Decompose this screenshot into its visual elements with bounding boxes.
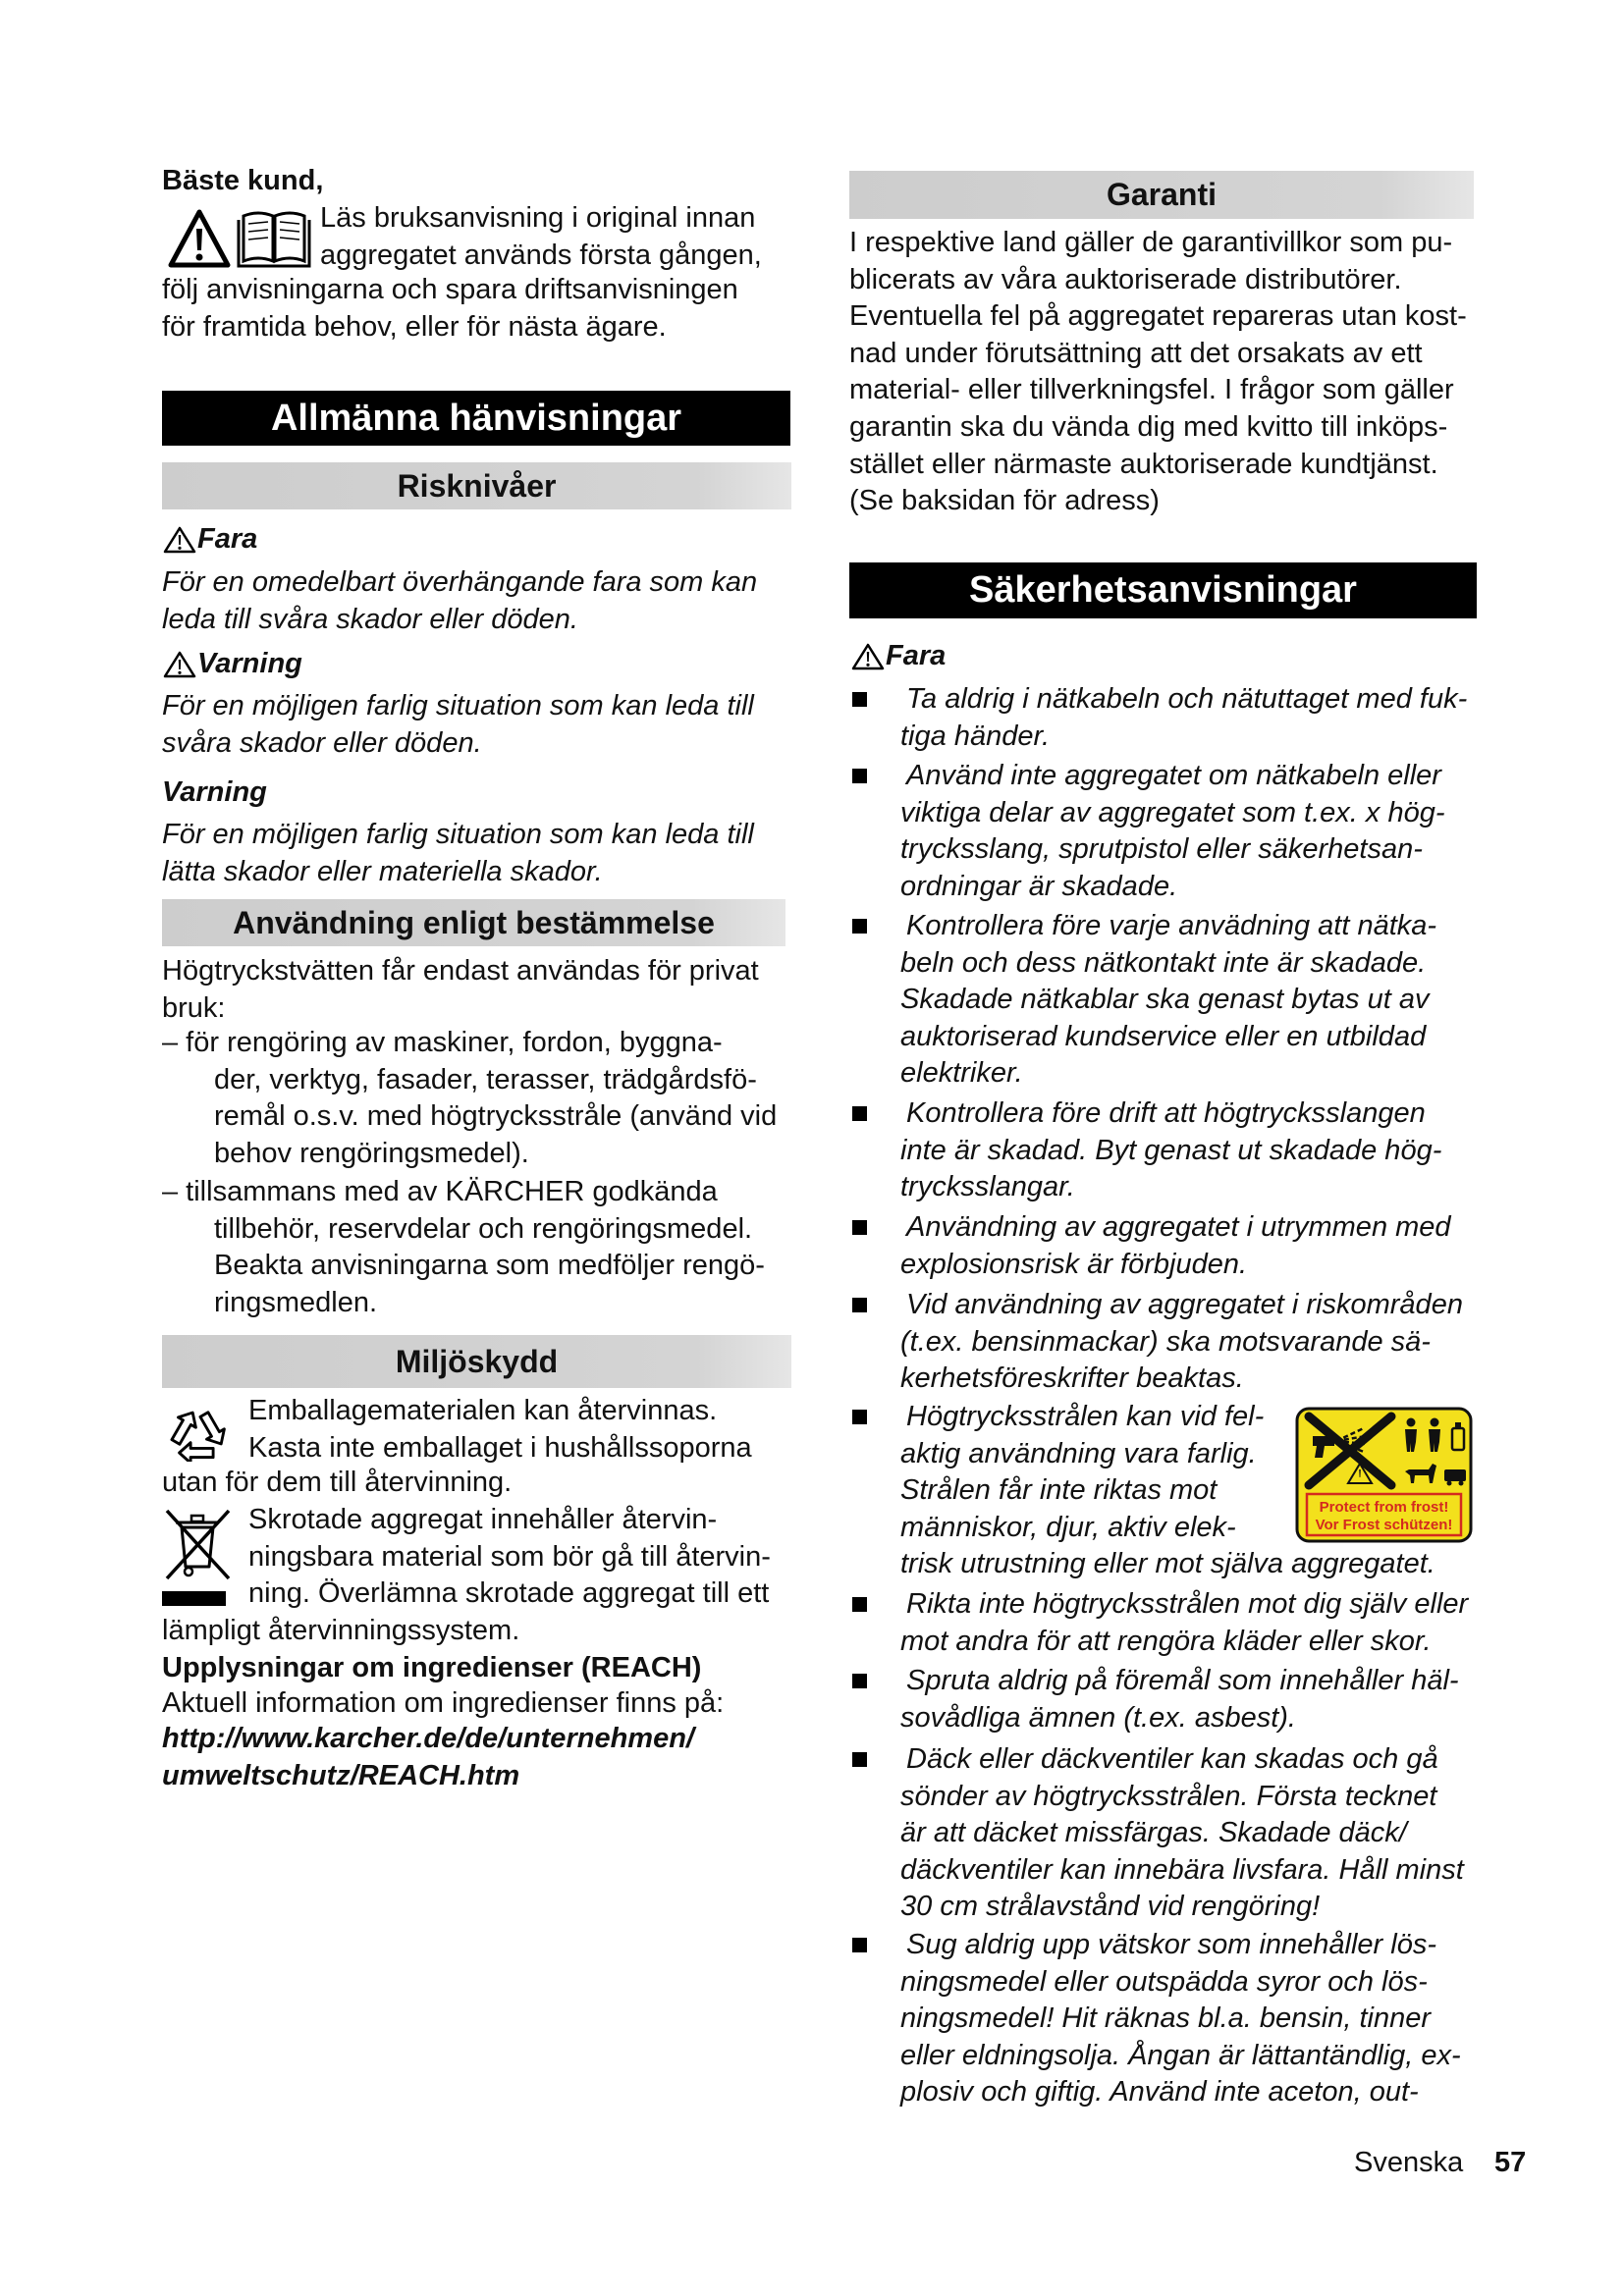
label-text-de: Vor Frost schützen!: [1315, 1517, 1453, 1533]
manual-book-icon: [237, 206, 311, 269]
bullet-square: [852, 769, 867, 783]
safety-item: [852, 908, 1477, 1093]
subheading-warranty: Garanti: [849, 171, 1474, 219]
safety-item-text: Högtrycksstrålen kan vid fel- aktig användning vara farlig. Strålen får inte riktas mot människor, djur, aktiv elek- trisk utrustning eller mot själva aggregatet.: [900, 1401, 1435, 1580]
safety-label-icon: [1295, 1407, 1473, 1543]
bullet-square: [852, 1220, 867, 1235]
intended-use-item: – tillsammans med av KÄRCHER godkända tillbehör, reservdelar och rengöringsmedel. Beakta anvisningarna som medföljer rengö- ringsmedlen.: [162, 1176, 765, 1318]
risk-level-caution-label: [162, 774, 267, 812]
reach-title: Upplysningar om ingredienser (REACH): [162, 1652, 702, 1683]
greeting: Bäste kund,: [162, 165, 324, 196]
section-heading-safety: Säkerhetsanvisningar: [849, 562, 1477, 618]
risk-level-warning-name: Varning: [197, 648, 302, 680]
safety-item-text: Ta aldrig i nätkabeln och nätuttaget med fuk- tiga händer.: [900, 683, 1468, 752]
page-number: 57: [1494, 2147, 1527, 2178]
safety-danger-name: Fara: [886, 640, 947, 672]
reach-text: Aktuell information om ingredienser finns på:: [162, 1687, 725, 1719]
crossed-bin-icon: [162, 1506, 234, 1582]
safety-item: [852, 1287, 1477, 1398]
safety-item: [852, 681, 1477, 755]
disposal-text-beside-icon: Skrotade aggregat innehåller återvin- ningsbara material som bör gå till återvin- ning. Överlämna skrotade aggregat till ett: [248, 1504, 771, 1610]
bullet-square: [852, 1410, 867, 1424]
risk-level-caution-text: För en möjligen farlig situation som kan leda till lätta skador eller materiella skador.: [162, 819, 754, 887]
risk-level-danger-label: [162, 521, 257, 559]
warning-icon: [167, 208, 232, 269]
warranty-text: I respektive land gäller de garantivillkor som pu- blicerats av våra auktoriserade distributörer. Eventuella fel på aggregatet repareras utan kost- nad under förutsättning att det orsakats av ett material- eller tillverkningsfel. I frågor som gäller garantin ska du vända dig med kvitto till inköps- stället eller närmaste auktoriserade kundtjänst. (Se baksidan för adress): [849, 227, 1467, 517]
label-text-en: Protect from frost!: [1319, 1499, 1449, 1516]
warning-icon: [850, 642, 886, 671]
packaging-text: utan för dem till återvinning.: [162, 1467, 513, 1498]
safety-item: [852, 1741, 1477, 1926]
bullet-square: [852, 919, 867, 934]
bullet-square: [852, 1298, 867, 1312]
warning-icon: [162, 525, 197, 555]
safety-item: [852, 758, 1477, 905]
safety-danger-label: [850, 638, 946, 675]
risk-level-warning-text: För en möjligen farlig situation som kan leda till svåra skador eller döden.: [162, 690, 754, 759]
safety-item-text: Däck eller däckventiler kan skadas och gå sönder av högtrycksstrålen. Första tecknet är att däcket missfärgas. Skadade däck/ däckventiler kan innebära livsfara. Håll minst 30 cm strålavstånd vid rengöring!: [900, 1743, 1464, 1923]
safety-item-text: Vid användning av aggregatet i riskområden (t.ex. bensinmackar) ska motsvarande sä- kerhetsföreskrifter beaktas.: [900, 1289, 1463, 1395]
safety-item: [852, 1095, 1477, 1206]
reach-link[interactable]: http://www.karcher.de/de/unternehmen/ umweltschutz/REACH.htm: [162, 1723, 694, 1791]
safety-item-text: Kontrollera före varje anvädning att nätka- beln och dess nätkontakt inte är skadade. Skadade nätkablar ska genast bytas ut av auktoriserad kundservice eller en utbildad elektriker.: [900, 910, 1437, 1090]
recycle-icon: [162, 1395, 234, 1462]
safety-item: [852, 1663, 1477, 1736]
safety-item-text: Spruta aldrig på föremål som innehåller häl- sovådliga ämnen (t.ex. asbest).: [900, 1665, 1459, 1734]
safety-item: [852, 1927, 1477, 2111]
subheading-risk-levels: Risknivåer: [162, 462, 791, 509]
safety-item-text: Använd inte aggregatet om nätkabeln eller viktiga delar av aggregatet som t.ex. x hög- trycksslang, sprutpistol eller säkerhetsan- ordningar är skadade.: [900, 760, 1445, 902]
safety-item: [852, 1586, 1477, 1660]
packaging-text-beside-icon: Emballagematerialen kan återvinnas. Kasta inte emballaget i hushållssoporna: [248, 1395, 752, 1464]
intro-text-beside-icons: Läs bruksanvisning i original innan aggregatet används första gången,: [320, 202, 762, 271]
bullet-square: [852, 1674, 867, 1688]
safety-item-text: Kontrollera före drift att högtrycksslangen inte är skadad. Byt genast ut skadade hög- trycksslangar.: [900, 1097, 1442, 1203]
safety-item: [852, 1209, 1477, 1283]
bin-underline-bar: [162, 1591, 226, 1606]
subheading-intended-use: Användning enligt bestämmelse: [162, 899, 785, 946]
disposal-text: lämpligt återvinningssystem.: [162, 1615, 520, 1646]
intended-use-item: – för rengöring av maskiner, fordon, byggna- der, verktyg, fasader, terasser, trädgårdsfö- remål o.s.v. med högtrycksstråle (använd vid behov rengöringsmedel).: [162, 1027, 778, 1169]
risk-level-caution-name: Varning: [162, 776, 267, 809]
risk-level-warning-label: [162, 646, 302, 683]
subheading-environment: Miljöskydd: [162, 1335, 791, 1388]
bullet-square: [852, 1752, 867, 1767]
bullet-square: [852, 1938, 867, 1952]
bullet-square: [852, 1106, 867, 1121]
safety-item-text: Sug aldrig upp vätskor som innehåller lös- ningsmedel eller outspädda syror och lös- ningsmedel! Hit räknas bl.a. bensin, tinner eller eldningsolja. Ångan är lättantändlig, ex- plosiv och giftig. Använd inte aceton, out-: [900, 1929, 1461, 2109]
intended-use-intro: Högtryckstvätten får endast användas för privat bruk:: [162, 955, 759, 1024]
warning-icon: [162, 650, 197, 679]
bullet-square: [852, 1597, 867, 1612]
bullet-square: [852, 692, 867, 707]
safety-item-text: Användning av aggregatet i utrymmen med explosionsrisk är förbjuden.: [900, 1211, 1451, 1280]
risk-level-danger-text: För en omedelbart överhängande fara som kan leda till svåra skador eller döden.: [162, 566, 758, 635]
footer-language: Svenska: [1354, 2147, 1464, 2178]
intro-text: följ anvisningarna och spara driftsanvisningen för framtida behov, eller för nästa ägare.: [162, 274, 738, 343]
safety-item-text: Rikta inte högtrycksstrålen mot dig själv eller mot andra för att rengöra kläder eller skor.: [900, 1588, 1469, 1657]
risk-level-danger-name: Fara: [197, 523, 258, 556]
section-heading-general: Allmänna hänvisningar: [162, 391, 790, 446]
